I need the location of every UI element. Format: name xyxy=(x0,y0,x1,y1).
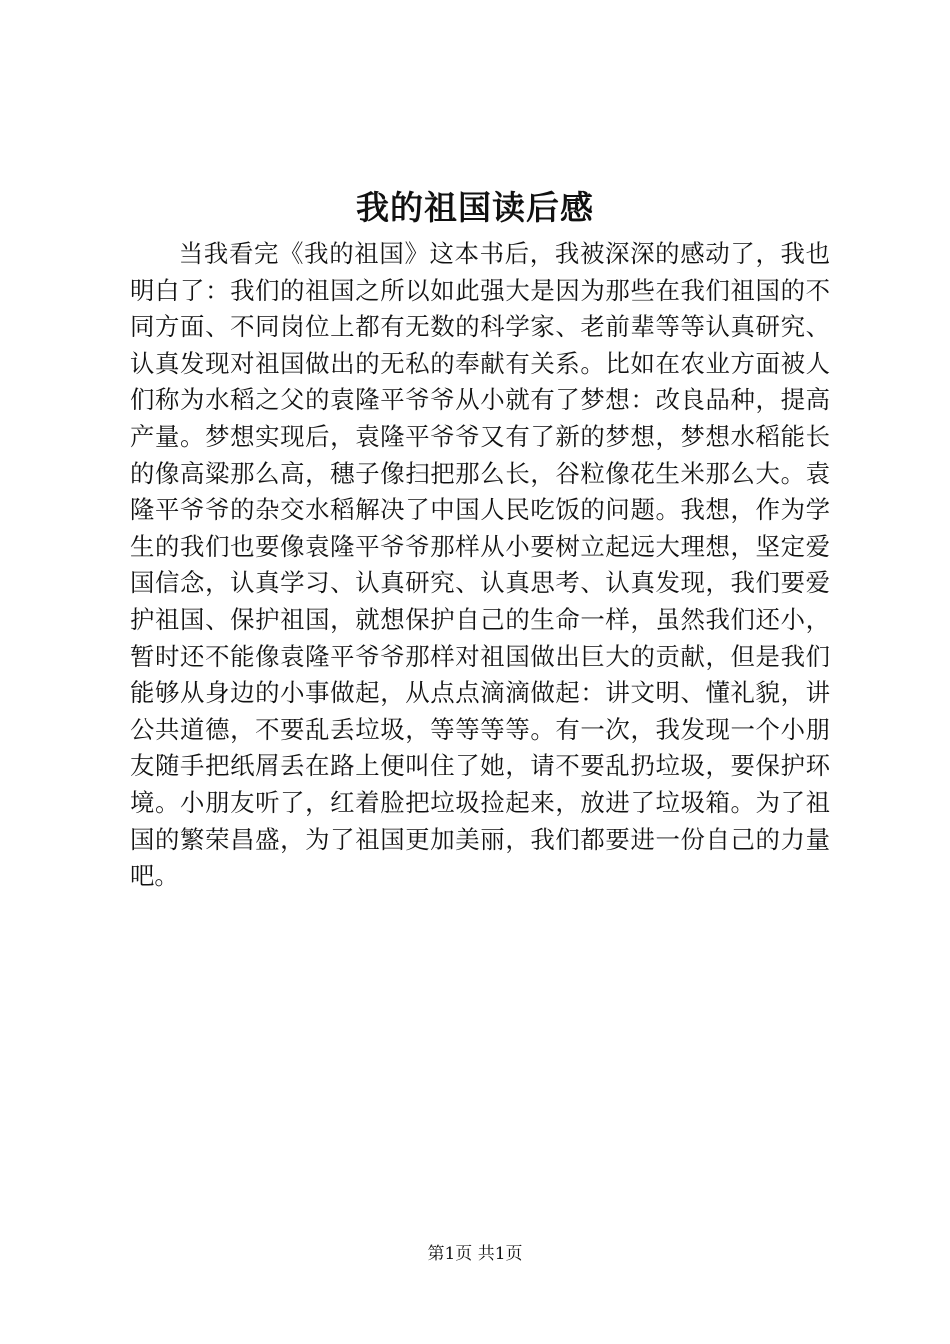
page-footer: 第1页 共1页 xyxy=(427,1244,523,1264)
document-title: 我的祖国读后感 xyxy=(356,188,594,227)
document-body-paragraph: 当我看完《我的祖国》这本书后，我被深深的感动了，我也明白了：我们的祖国之所以如此强大是因为那些在我们祖国的不同方面、不同岗位上都有无数的科学家、老前辈等等认真研究、认真发现对祖国做出的无私的奉献有关系。比如在农业方面被人们称为水稻之父的袁隆平爷爷从小就有了梦想：改良品种，提高产量。梦想实现后，袁隆平爷爷又有了新的梦想，梦想水稻能长的像高粱那么高，穗子像扫把那么长，谷粒像花生米那么大。袁隆平爷爷的杂交水稻解决了中国人民吃饭的问题。我想，作为学生的我们也要像袁隆平爷爷那样从小要树立起远大理想，坚定爱国信念，认真学习、认真研究、认真思考、认真发现，我们要爱护祖国、保护祖国，就想保护自己的生命一样，虽然我们还小，暂时还不能像袁隆平爷爷那样对祖国做出巨大的贡献，但是我们能够从身边的小事做起，从点点滴滴做起：讲文明、懂礼貌，讲公共道德，不要乱丢垃圾，等等等等。有一次，我发现一个小朋友随手把纸屑丢在路上便叫住了她，请不要乱扔垃圾，要保护环境。小朋友听了，红着脸把垃圾捡起来，放进了垃圾箱。为了祖国的繁荣昌盛，为了祖国更加美丽，我们都要进一份自己的力量吧。 xyxy=(130,239,830,891)
